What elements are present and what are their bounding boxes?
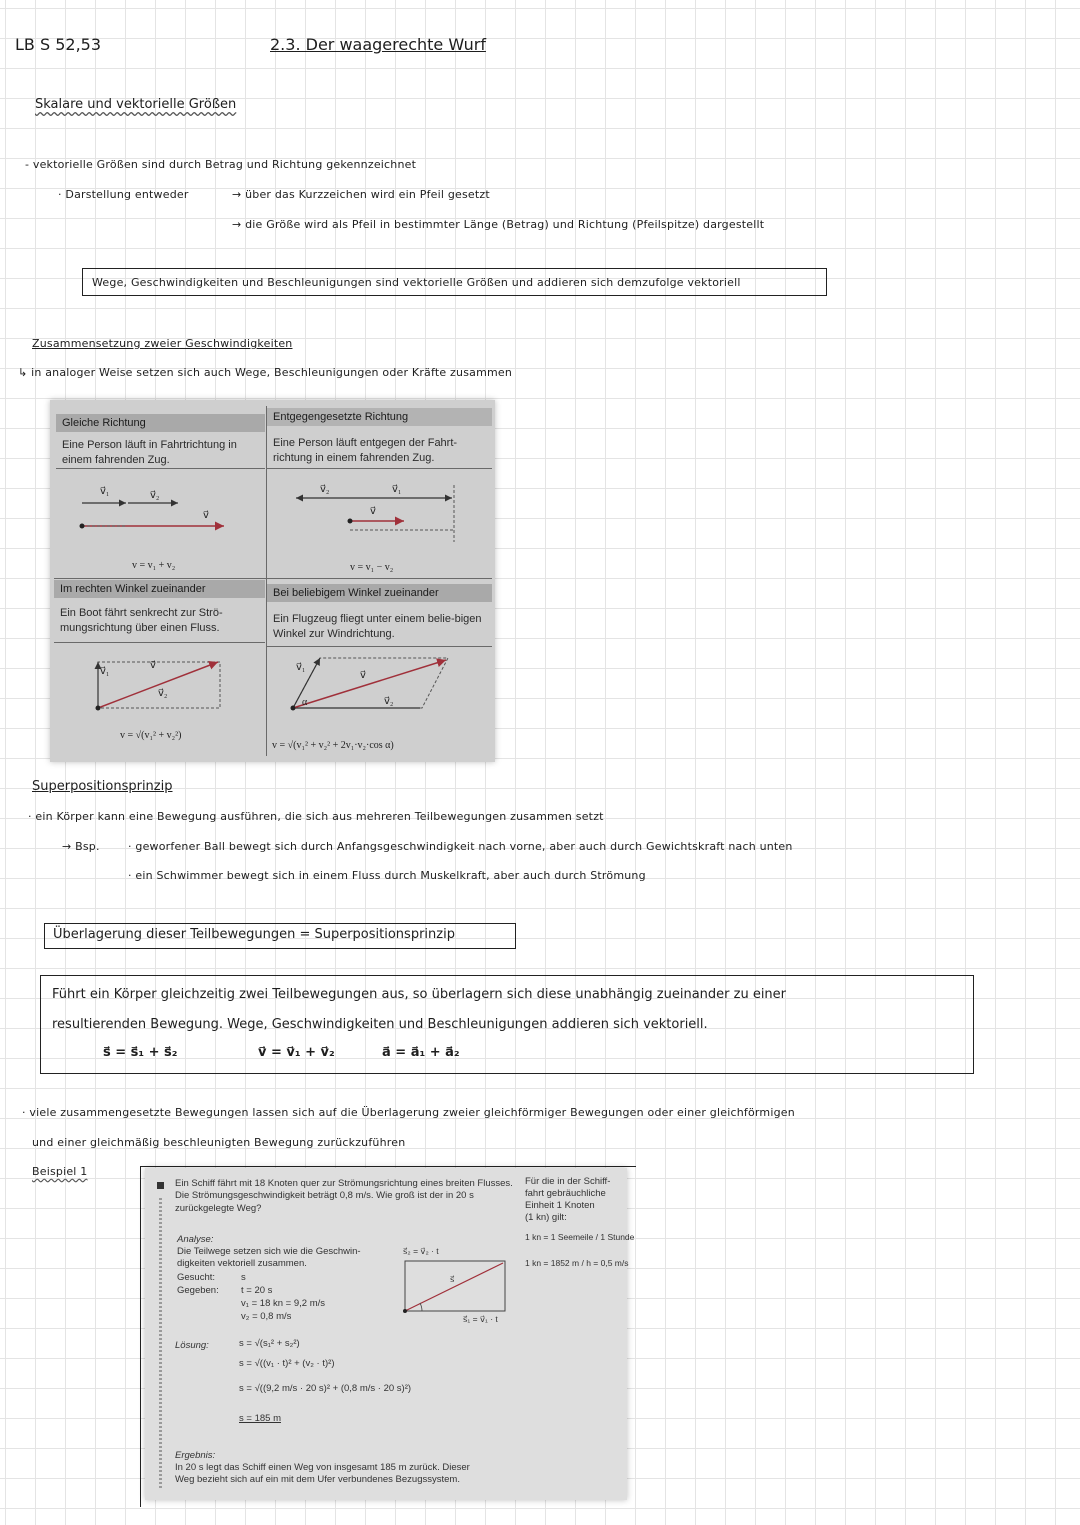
- diagram-beliebiger-winkel: [291, 658, 449, 711]
- vektor-definition: - vektorielle Größen sind durch Betrag und Richtung gekennzeichnet: [25, 158, 417, 171]
- loesung-result: s = 185 m: [239, 1413, 281, 1424]
- viele-bewegungen-line2: und einer gleichmäßig beschleunigten Bewegung zurückzuführen: [32, 1136, 406, 1149]
- analyse-text: Die Teilwege setzen sich wie die Geschwin-digkeiten vektoriell zusammen.: [177, 1246, 361, 1270]
- label-v1-c2: v⃗₁: [392, 484, 402, 495]
- viele-bewegungen-line1: · viele zusammengesetzte Bewegungen lassen sich auf die Überlagerung zweier gleichförmiger Bewegungen oder einer gleichförmigen: [22, 1106, 795, 1119]
- loesung-label: Lösung:: [175, 1340, 209, 1351]
- side-note-1: Für die in der Schiff-: [525, 1176, 611, 1187]
- superposition-rule-line2: resultierenden Bewegung. Wege, Geschwindigkeiten und Beschleunigungen addieren sich vektoriell.: [52, 1017, 708, 1032]
- loesung-step-1: s = √(s₁² + s₂²): [239, 1338, 300, 1349]
- beispiel-ball: · geworfener Ball bewegt sich durch Anfangsgeschwindigkeit nach vorne, aber auch durch Gewichtskraft nach unten: [128, 840, 793, 853]
- example-textbook-photo: [145, 1168, 635, 1500]
- beispiel-label: → Bsp.: [62, 840, 100, 853]
- analog-note: ↳ in analoger Weise setzen sich auch Wege, Beschleunigungen oder Kräfte zusammen: [18, 366, 513, 379]
- diagram-rechter-winkel: [96, 662, 221, 711]
- label-v2-c4: v⃗₂: [384, 696, 394, 707]
- formula-gleiche-richtung: v = v₁ + v₂: [132, 560, 176, 571]
- cell-text-beliebiger-winkel: Ein Flugzeug fliegt unter einem belie-bigen Winkel zur Windrichtung.: [273, 613, 482, 640]
- darstellung-label: · Darstellung entweder: [58, 188, 189, 201]
- side-note-5: 1 kn = 1 Seemeile / 1 Stunde: [525, 1232, 635, 1242]
- label-v2-c1: v⃗₂: [150, 490, 160, 501]
- loesung-step-2: s = √((v₁ · t)² + (v₂ · t)²): [239, 1358, 335, 1369]
- diagram-label-s1: s⃗₁ = v⃗₁ · t: [463, 1314, 498, 1324]
- label-v-c2: v⃗: [370, 506, 376, 517]
- label-v1-c3: v⃗₁: [100, 666, 110, 677]
- page-title: 2.3. Der waagerechte Wurf: [270, 35, 486, 54]
- page-reference: LB S 52,53: [15, 35, 102, 54]
- vector-diagrams: [50, 400, 495, 762]
- margin-stripe: [159, 1198, 162, 1488]
- gesucht-value: s: [241, 1272, 246, 1283]
- formula-rechter-winkel: v = √(v₁² + v₂²): [120, 730, 182, 741]
- side-note-3: Einheit 1 Knoten: [525, 1200, 595, 1211]
- cell-text-rechter-winkel: Ein Boot fährt senkrecht zur Strö-mungsrichtung über einen Fluss.: [60, 607, 223, 634]
- superposition-intro: · ein Körper kann eine Bewegung ausführen, die sich aus mehreren Teilbewegungen zusammen setzt: [28, 810, 604, 823]
- gegeben-v1: v₁ = 18 kn = 9,2 m/s: [241, 1298, 325, 1309]
- beispiel-1-heading: Beispiel 1: [32, 1165, 88, 1178]
- gegeben-label: Gegeben:: [177, 1285, 219, 1296]
- ergebnis-label: Ergebnis:: [175, 1450, 216, 1461]
- diagram-label-s: s⃗: [450, 1274, 455, 1284]
- cell-text-entgegengesetzt: Eine Person läuft entgegen der Fahrt-richtung in einem fahrenden Zug.: [273, 437, 458, 464]
- superposition-rule-line1: Führt ein Körper gleichzeitig zwei Teilbewegungen aus, so überlagern sich diese unabhängig zueinander zu einer: [52, 987, 787, 1002]
- ergebnis-line-2: Weg bezieht sich auf ein mit dem Ufer verbundenes Bezugssystem.: [175, 1474, 460, 1485]
- section-heading-zusammensetzung: Zusammensetzung zweier Geschwindigkeiten: [32, 337, 293, 350]
- side-note-6: 1 kn = 1852 m / h = 0,5 m/s: [525, 1258, 629, 1268]
- equation-acceleration: a⃗ = a⃗₁ + a⃗₂: [382, 1045, 460, 1060]
- beispiel-schwimmer: · ein Schwimmer bewegt sich in einem Fluss durch Muskelkraft, aber auch durch Strömung: [128, 869, 646, 882]
- analyse-label: Analyse:: [177, 1234, 214, 1245]
- equation-velocity: v⃗ = v⃗₁ + v⃗₂: [258, 1045, 335, 1060]
- label-v-c4: v⃗: [360, 670, 366, 681]
- cell-head-rechter-winkel: Im rechten Winkel zueinander: [54, 580, 265, 598]
- diagram-label-s2: s⃗₂ = v⃗₂ · t: [403, 1246, 439, 1256]
- darstellung-option-1: → über das Kurzzeichen wird ein Pfeil gesetzt: [232, 188, 490, 201]
- label-v-c3: v⃗: [150, 660, 156, 671]
- label-v1-c1: v⃗₁: [100, 486, 110, 497]
- loesung-step-3: s = √((9,2 m/s · 20 s)² + (0,8 m/s · 20 s)²): [239, 1383, 412, 1394]
- label-alpha-c4: α: [302, 697, 308, 708]
- label-v-c1: v⃗: [203, 510, 209, 521]
- textbook-table-photo: [50, 400, 495, 762]
- section-heading-skalare: Skalare und vektorielle Größen: [35, 97, 237, 112]
- example-task: Ein Schiff fährt mit 18 Knoten quer zur Strömungsrichtung eines breiten Flusses. Die Strömungsgeschwindigkeit beträgt 0,8 m/s. Wie groß ist der in 20 s zurückgelegte Weg?: [175, 1178, 513, 1214]
- equation-path: s⃗ = s⃗₁ + s⃗₂: [103, 1045, 178, 1060]
- formula-entgegengesetzt: v = v₁ − v₂: [350, 562, 394, 573]
- gegeben-t: t = 20 s: [241, 1285, 273, 1296]
- formula-beliebiger-winkel: v = √(v₁² + v₂² + 2v₁·v₂·cos α): [272, 740, 394, 751]
- ergebnis-line-1: In 20 s legt das Schiff einen Weg von insgesamt 185 m zurück. Dieser: [175, 1462, 470, 1473]
- superposition-definition: Überlagerung dieser Teilbewegungen = Superpositionsprinzip: [53, 927, 455, 942]
- cell-head-beliebiger-winkel: Bei beliebigem Winkel zueinander: [267, 584, 492, 602]
- darstellung-option-2: → die Größe wird als Pfeil in bestimmter Länge (Betrag) und Richtung (Pfeilspitze) dargestellt: [232, 218, 765, 231]
- merksatz-text: Wege, Geschwindigkeiten und Beschleunigungen sind vektorielle Größen und addieren sich demzufolge vektoriell: [92, 276, 741, 289]
- label-v1-c4: v⃗₁: [296, 662, 306, 673]
- gesucht-label: Gesucht:: [177, 1272, 216, 1283]
- gegeben-v2: v₂ = 0,8 m/s: [241, 1311, 292, 1322]
- cell-head-gleiche-richtung: Gleiche Richtung: [56, 414, 265, 432]
- label-v2-c3: v⃗₂: [158, 688, 168, 699]
- cell-text-gleiche-richtung: Eine Person läuft in Fahrtrichtung in einem fahrenden Zug.: [62, 439, 237, 466]
- side-note-4: (1 kn) gilt:: [525, 1212, 567, 1223]
- label-v2-c2: v⃗₂: [320, 484, 330, 495]
- cell-head-entgegengesetzt: Entgegengesetzte Richtung: [267, 408, 492, 426]
- section-heading-superposition: Superpositionsprinzip: [32, 779, 173, 794]
- side-note-2: fahrt gebräuchliche: [525, 1188, 606, 1199]
- task-square-icon: [157, 1182, 164, 1189]
